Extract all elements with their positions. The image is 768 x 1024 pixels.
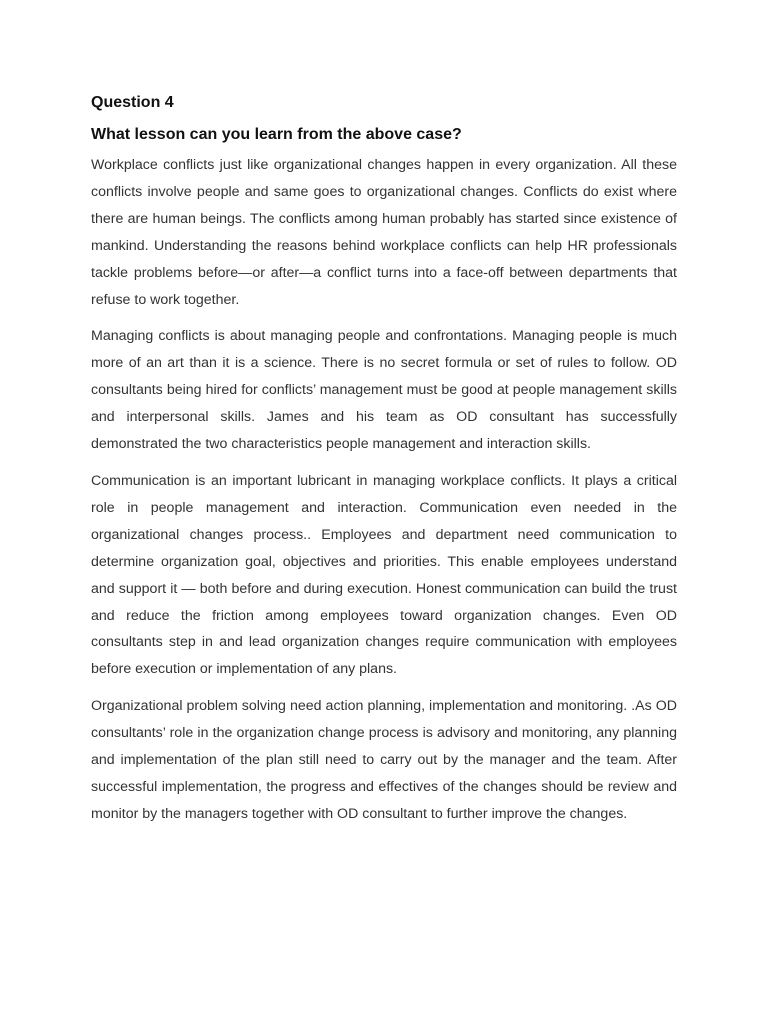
question-heading: Question 4 — [91, 94, 174, 111]
question-prompt: What lesson can you learn from the above case? — [91, 126, 462, 143]
answer-paragraph-3: Communication is an important lubricant in managing workplace conflicts. It plays a critical role in people management and interaction. Communication even needed in the organizational changes process.. Employees and department need communication to determine organization goal, objectives and priorities. This enable employees understand and support it — both before and during execution. Honest communication can build the trust and reduce the friction among employees toward organization changes. Even OD consultants step in and lead organization changes require communication with employees before execution or implementation of any plans. — [91, 472, 677, 678]
answer-paragraph-4: Organizational problem solving need action planning, implementation and monitoring. .As OD consultants’ role in the organization change process is advisory and monitoring, any planning and implementation of the plan still need to carry out by the manager and the team. After successful implementation, the progress and effectives of the changes should be review and monitor by the managers together with OD consultant to further improve the changes. — [91, 698, 677, 822]
answer-paragraph-1: Workplace conflicts just like organizational changes happen in every organization. All these conflicts involve people and same goes to organizational changes. Conflicts do exist where there are human beings. The conflicts among human probably has started since existence of mankind. Understanding the reasons behind workplace conflicts can help HR professionals tackle problems before—or after—a conflict turns into a face-off between departments that refuse to work together. — [91, 157, 677, 308]
answer-paragraph-2: Managing conflicts is about managing people and confrontations. Managing people is much more of an art than it is a science. There is no secret formula or set of rules to follow. OD consultants being hired for conflicts’ management must be good at people management skills and interpersonal skills. James and his team as OD consultant has successfully demonstrated the two characteristics people management and interaction skills. — [91, 328, 677, 453]
